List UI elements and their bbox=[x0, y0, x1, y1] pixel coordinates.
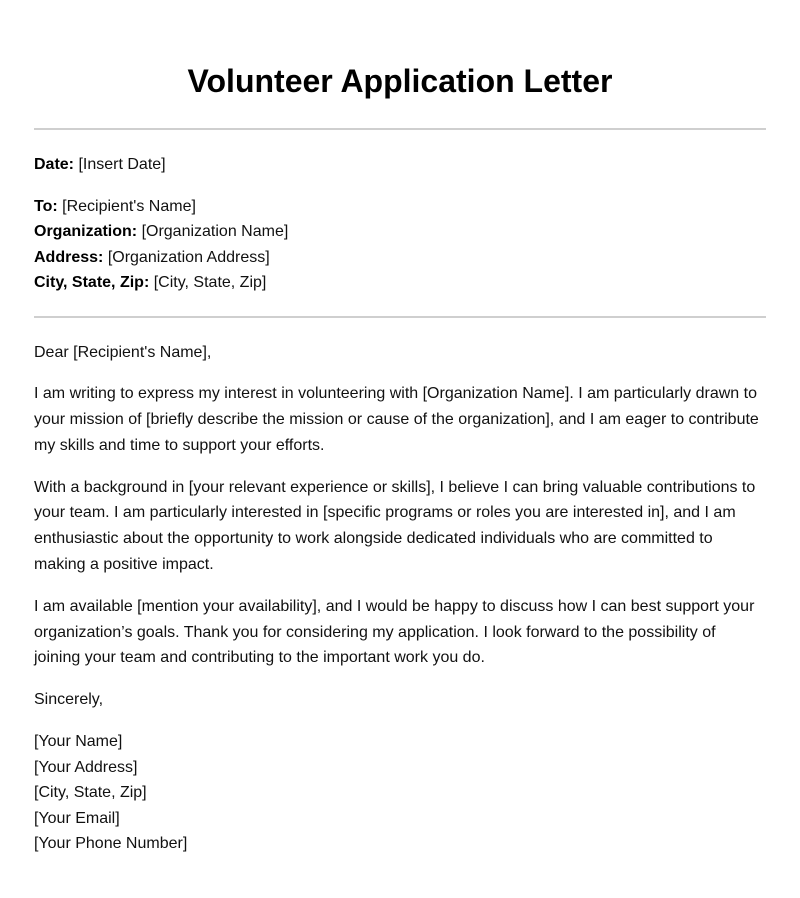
signature-email: [Your Email] bbox=[34, 809, 120, 827]
city-state-zip-line bbox=[34, 270, 766, 296]
city-state-zip-label: City, State, Zip: bbox=[34, 274, 150, 291]
signature-name: [Your Name] bbox=[34, 733, 123, 751]
to-value: [Recipient's Name] bbox=[62, 197, 196, 215]
body-paragraph-3: I am available [mention your availability], and I would be happy to discuss how I can best support your organization’s goals. Thank you for considering my application. I look forward to the possibility of joining your team and contributing to the important work you do. bbox=[34, 597, 755, 667]
signature-address: [Your Address] bbox=[34, 758, 138, 776]
to-label: To: bbox=[34, 197, 58, 215]
signature-city-state-zip: [City, State, Zip] bbox=[34, 784, 147, 802]
date-value: [Insert Date] bbox=[78, 156, 166, 173]
to-line bbox=[34, 194, 766, 220]
salutation: Dear [Recipient's Name], bbox=[34, 343, 212, 361]
signature-block bbox=[34, 729, 766, 857]
address-value: [Organization Address] bbox=[107, 248, 270, 266]
date-label: Date: bbox=[34, 156, 75, 173]
header-divider bbox=[34, 316, 766, 318]
address-label: Address: bbox=[34, 248, 104, 266]
body-paragraph-1: I am writing to express my interest in volunteering with [Organization Name]. I am particularly drawn to your mission of [briefly describe the mission or cause of the organization], and I am eager to contribute my skills and time to support your efforts. bbox=[34, 385, 759, 454]
organization-line bbox=[34, 219, 766, 245]
date-line bbox=[34, 152, 766, 178]
organization-label: Organization: bbox=[34, 223, 138, 240]
signature-phone: [Your Phone Number] bbox=[34, 835, 188, 853]
address-line bbox=[34, 245, 766, 271]
city-state-zip-value: [City, State, Zip] bbox=[153, 274, 267, 291]
organization-value: [Organization Name] bbox=[141, 223, 289, 240]
body-paragraph-2: With a background in [your relevant experience or skills], I believe I can bring valuable contributions to your team. I am particularly interested in [specific programs or roles you are interested in], and I am enthusiastic about the opportunity to work alongside dedicated individuals who are committed to making a positive impact. bbox=[34, 478, 756, 574]
title-divider bbox=[34, 128, 766, 130]
document-title: Volunteer Application Letter bbox=[187, 63, 613, 99]
closing: Sincerely, bbox=[34, 691, 104, 709]
recipient-block bbox=[34, 194, 766, 296]
